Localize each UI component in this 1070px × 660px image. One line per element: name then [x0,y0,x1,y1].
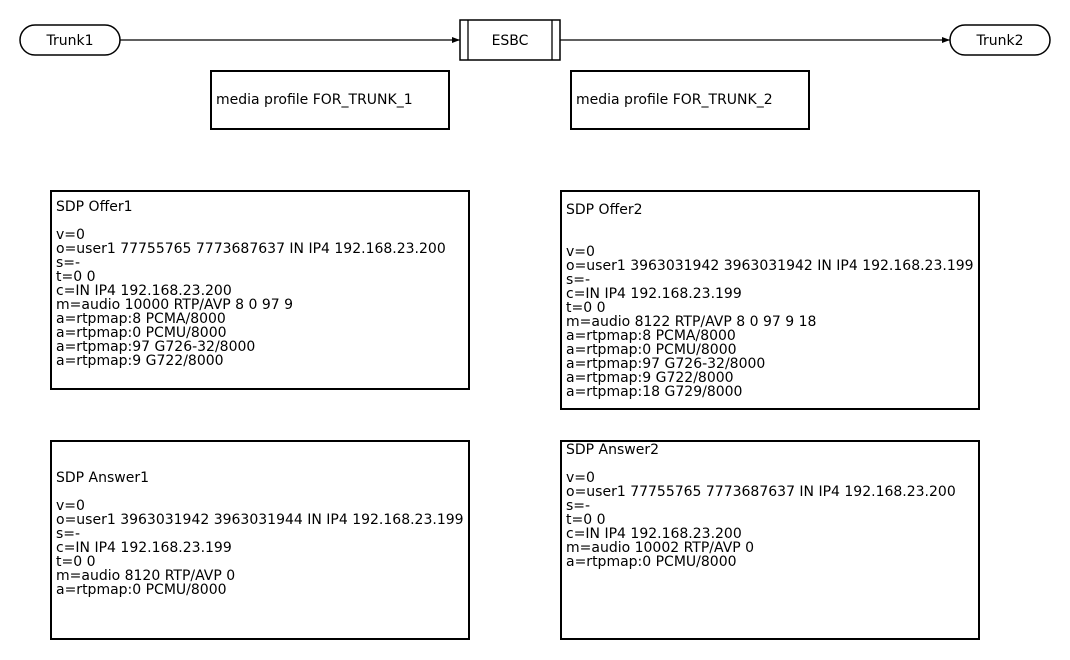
sdp-line [56,485,468,499]
sdp-line: a=rtpmap:18 G729/8000 [566,384,743,400]
sdp-line: o=user1 3963031942 3963031942 IN IP4 192.168.23.199 [566,258,974,274]
trunk1-label: Trunk1 [46,33,94,49]
sdp-line: t=0 0 [566,512,606,528]
sdp-line: SDP Offer2 [566,202,643,218]
sdp-offer2-box [560,190,980,410]
sdp-answer1-box [50,440,470,640]
esbc-label: ESBC [491,33,529,49]
sdp-line: o=user1 3963031942 3963031944 IN IP4 192.168.23.199 [56,512,464,528]
sdp-line: v=0 [566,244,595,260]
media-profile-trunk2-box: media profile FOR_TRUNK_2 [570,70,810,130]
sdp-line: SDP Answer2 [566,442,660,458]
sdp-line: a=rtpmap:0 PCMU/8000 [566,554,737,570]
sdp-line: s=- [566,498,591,514]
sdp-line: v=0 [56,498,85,514]
sdp-line: v=0 [566,470,595,486]
sdp-line: m=audio 8122 RTP/AVP 8 0 97 9 18 [566,314,817,330]
sdp-line: t=0 0 [566,300,606,316]
sdp-line: a=rtpmap:0 PCMU/8000 [56,582,227,598]
sdp-line: t=0 0 [56,269,96,285]
trunk2-node [950,25,1050,55]
trunk1-node [20,25,120,55]
sdp-line: SDP Answer1 [56,470,150,486]
media-profile-trunk1-box: media profile FOR_TRUNK_1 [210,70,450,130]
sdp-line: o=user1 77755765 7773687637 IN IP4 192.168.23.200 [56,241,446,257]
sdp-line: a=rtpmap:97 G726-32/8000 [566,356,766,372]
sdp-line: t=0 0 [56,554,96,570]
sdp-line: s=- [56,255,81,271]
sdp-line [56,214,468,228]
sdp-line: m=audio 10002 RTP/AVP 0 [566,540,755,556]
sdp-line: c=IN IP4 192.168.23.199 [56,540,232,556]
sdp-line: m=audio 10000 RTP/AVP 8 0 97 9 [56,297,294,313]
sdp-line: o=user1 77755765 7773687637 IN IP4 192.168.23.200 [566,484,956,500]
sdp-line: a=rtpmap:9 G722/8000 [56,353,224,369]
sdp-line [566,457,978,471]
sdp-line: SDP Offer1 [56,199,133,215]
sdp-line: a=rtpmap:8 PCMA/8000 [56,311,226,327]
sdp-line: c=IN IP4 192.168.23.200 [56,283,232,299]
sdp-line [566,217,978,231]
sdp-line: c=IN IP4 192.168.23.200 [566,526,742,542]
sdp-line: s=- [56,526,81,542]
sdp-line: a=rtpmap:9 G722/8000 [566,370,734,386]
sdp-line: a=rtpmap:97 G726-32/8000 [56,339,256,355]
sdp-line: m=audio 8120 RTP/AVP 0 [56,568,236,584]
sdp-line: a=rtpmap:0 PCMU/8000 [56,325,227,341]
sdp-line: a=rtpmap:8 PCMA/8000 [566,328,736,344]
sdp-line: s=- [566,272,591,288]
sdp-line [566,231,978,245]
sdp-offer1-box [50,190,470,390]
sdp-line: v=0 [56,227,85,243]
sdp-line: a=rtpmap:0 PCMU/8000 [566,342,737,358]
sdp-line: c=IN IP4 192.168.23.199 [566,286,742,302]
trunk2-label: Trunk2 [976,33,1024,49]
esbc-node [460,20,560,60]
sdp-answer2-box [560,440,980,640]
